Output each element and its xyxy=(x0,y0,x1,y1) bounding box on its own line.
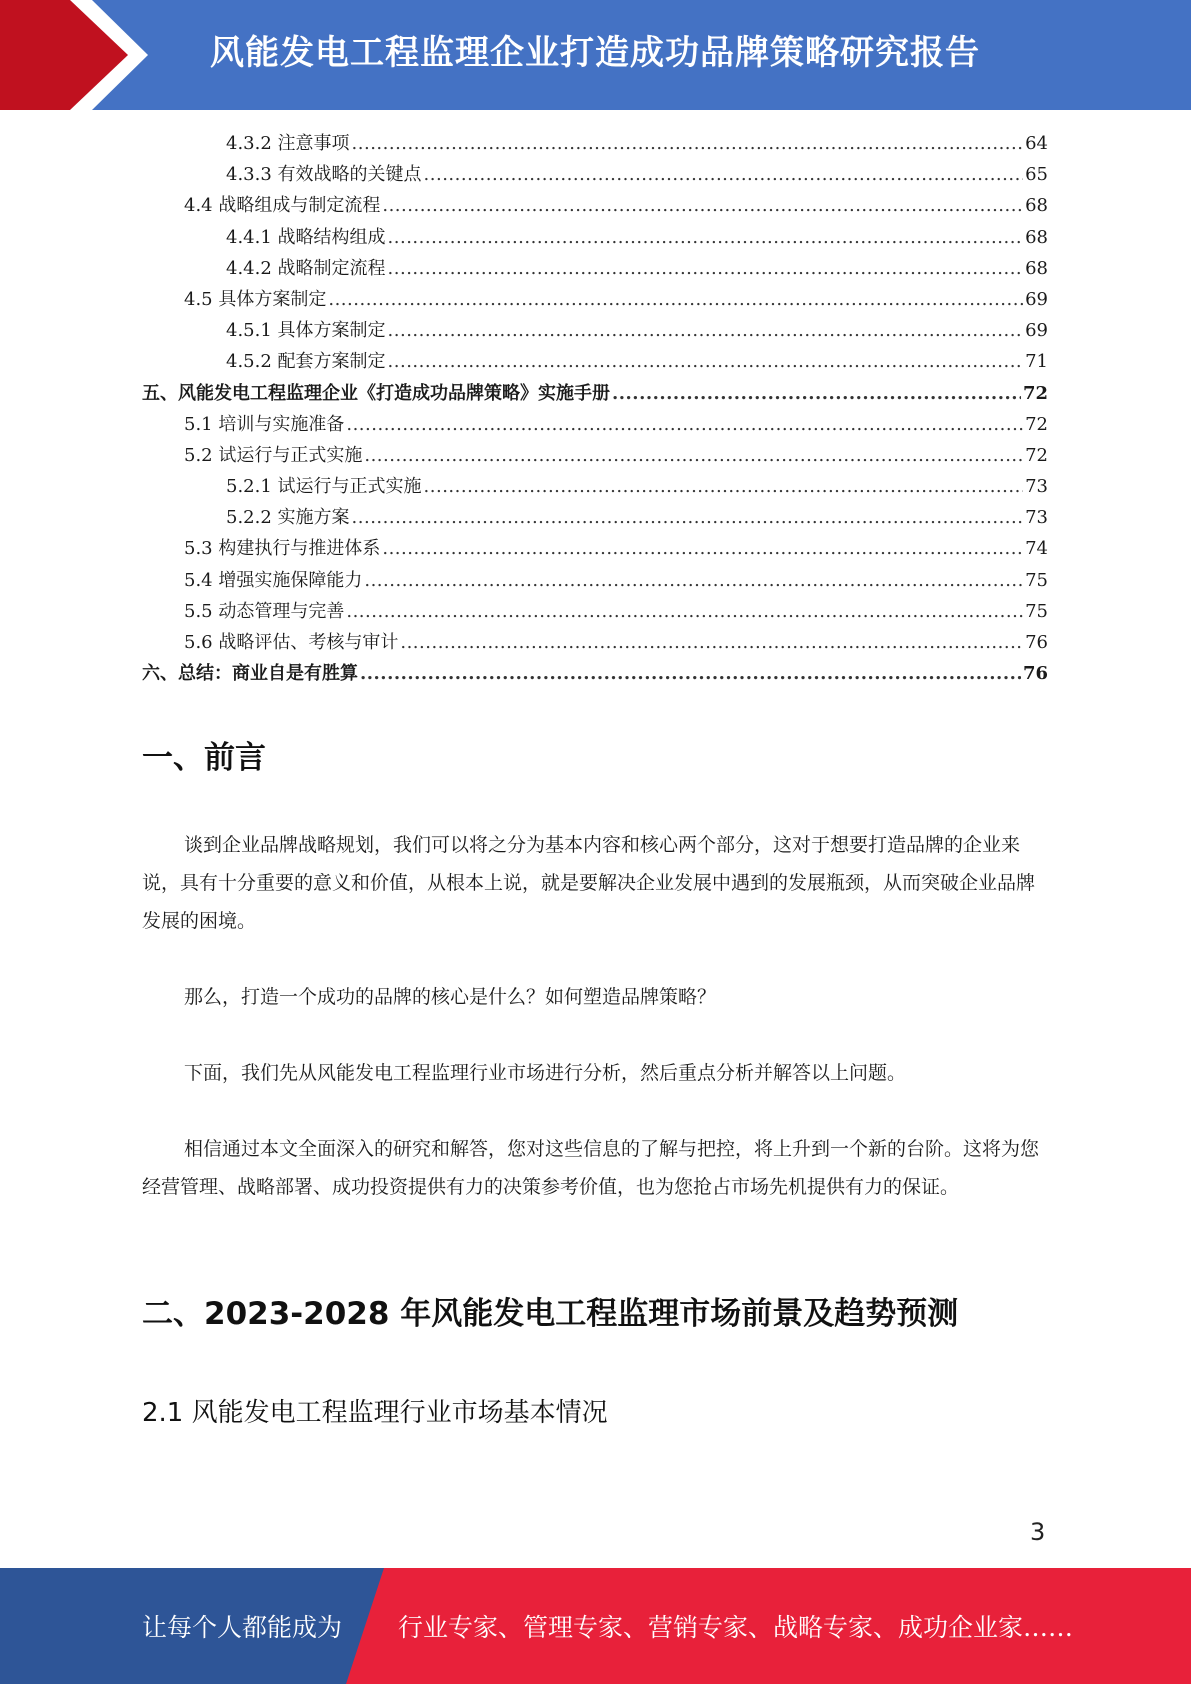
toc-entry[interactable] xyxy=(142,627,1048,658)
toc-dot-leader xyxy=(364,565,1023,596)
toc-entry[interactable] xyxy=(142,658,1048,689)
toc-entry-page-number: 71 xyxy=(1025,351,1048,373)
toc-entry[interactable] xyxy=(142,128,1048,159)
page-number: 3 xyxy=(1030,1518,1046,1546)
toc-entry[interactable] xyxy=(142,565,1048,596)
toc-entry-title: 4.3.3 有效战略的关键点 xyxy=(226,164,422,186)
section-heading-market-outlook: 二、2023-2028 年风能发电工程监理市场前景及趋势预测 xyxy=(142,1296,959,1332)
toc-entry[interactable] xyxy=(142,346,1048,377)
toc-entry-title: 五、风能发电工程监理企业《打造成功品牌策略》实施手册 xyxy=(142,382,610,404)
toc-entry[interactable] xyxy=(142,440,1048,471)
toc-entry-title: 4.3.2 注意事项 xyxy=(226,133,350,154)
toc-dot-leader xyxy=(382,190,1023,221)
toc-entry-page-number: 72 xyxy=(1025,413,1048,435)
toc-entry-page-number: 73 xyxy=(1025,476,1048,498)
toc-entry-page-number: 68 xyxy=(1025,226,1048,248)
toc-dot-leader xyxy=(382,533,1023,564)
header-chevron-decoration xyxy=(0,0,160,110)
toc-entry-page-number: 65 xyxy=(1025,164,1048,186)
toc-entry-title: 5.3 构建执行与推进体系 xyxy=(184,538,381,560)
toc-entry-page-number: 64 xyxy=(1025,133,1048,154)
toc-entry[interactable] xyxy=(142,159,1048,190)
toc-dot-leader xyxy=(388,222,1024,253)
toc-entry[interactable] xyxy=(142,502,1048,533)
toc-entry-title: 4.5.1 具体方案制定 xyxy=(226,320,386,342)
toc-dot-leader xyxy=(352,502,1024,533)
preface-paragraph-2: 那么，打造一个成功的品牌的核心是什么？如何塑造品牌策略？ xyxy=(184,986,717,1008)
toc-dot-leader xyxy=(346,596,1023,627)
report-title: 风能发电工程监理企业打造成功品牌策略研究报告 xyxy=(210,33,980,73)
toc-entry[interactable] xyxy=(142,471,1048,502)
toc-entry-page-number: 73 xyxy=(1025,507,1048,529)
toc-dot-leader xyxy=(388,253,1024,284)
toc-entry-title: 5.5 动态管理与完善 xyxy=(184,600,345,622)
toc-entry-title: 4.4.1 战略结构组成 xyxy=(226,226,386,248)
toc-entry[interactable] xyxy=(142,315,1048,346)
page-footer xyxy=(0,1568,1191,1684)
toc-entry-page-number: 68 xyxy=(1025,257,1048,279)
toc-dot-leader xyxy=(364,440,1023,471)
toc-entry-title: 5.2.1 试运行与正式实施 xyxy=(226,476,422,498)
toc-dot-leader xyxy=(346,409,1023,440)
toc-entry[interactable] xyxy=(142,253,1048,284)
toc-entry-page-number: 69 xyxy=(1025,320,1048,342)
toc-entry-page-number: 69 xyxy=(1025,288,1048,310)
toc-entry[interactable] xyxy=(142,533,1048,564)
toc-entry-title: 5.6 战略评估、考核与审计 xyxy=(184,632,399,653)
toc-dot-leader xyxy=(400,627,1023,658)
toc-entry-title: 5.2 试运行与正式实施 xyxy=(184,444,363,466)
toc-entry[interactable] xyxy=(142,596,1048,627)
subsection-heading-2-1: 2.1 风能发电工程监理行业市场基本情况 xyxy=(142,1398,608,1428)
section-heading-preface: 一、前言 xyxy=(142,740,266,776)
toc-entry-title: 4.4.2 战略制定流程 xyxy=(226,257,386,279)
toc-dot-leader xyxy=(424,471,1024,502)
preface-paragraph-3: 下面，我们先从风能发电工程监理行业市场进行分析，然后重点分析并解答以上问题。 xyxy=(184,1062,907,1084)
toc-entry-title: 4.4 战略组成与制定流程 xyxy=(184,195,381,217)
toc-entry[interactable] xyxy=(142,190,1048,221)
toc-entry-page-number: 76 xyxy=(1025,632,1048,653)
toc-dot-leader xyxy=(328,284,1023,315)
toc-dot-leader xyxy=(360,658,1021,689)
footer-slogan-left: 让每个人都能成为 xyxy=(142,1613,343,1642)
toc-entry-title: 4.5.2 配套方案制定 xyxy=(226,351,386,373)
toc-entry-title: 5.4 增强实施保障能力 xyxy=(184,569,363,591)
toc-entry-page-number: 75 xyxy=(1025,569,1048,591)
toc-dot-leader xyxy=(612,378,1021,409)
table-of-contents xyxy=(142,128,1048,689)
toc-entry-page-number: 72 xyxy=(1025,444,1048,466)
toc-entry-page-number: 75 xyxy=(1025,600,1048,622)
page-header xyxy=(0,0,1191,110)
toc-dot-leader xyxy=(352,128,1024,159)
toc-entry[interactable] xyxy=(142,378,1048,409)
toc-entry[interactable] xyxy=(142,284,1048,315)
preface-paragraph-1: 谈到企业品牌战略规划，我们可以将之分为基本内容和核心两个部分，这对于想要打造品牌的企业来说，具有十分重要的意义和价值，从根本上说，就是要解决企业发展中遇到的发展瓶颈，从而突破企业品牌发展的困境。 xyxy=(142,834,1036,932)
toc-entry[interactable] xyxy=(142,409,1048,440)
toc-entry-title: 5.1 培训与实施准备 xyxy=(184,413,345,435)
toc-entry-title: 六、总结：商业自是有胜算 xyxy=(142,663,358,685)
toc-dot-leader xyxy=(388,346,1024,377)
toc-entry-title: 5.2.2 实施方案 xyxy=(226,507,350,529)
toc-entry[interactable] xyxy=(142,222,1048,253)
toc-dot-leader xyxy=(388,315,1024,346)
footer-slogan-right: 行业专家、管理专家、营销专家、战略专家、成功企业家…… xyxy=(398,1613,1074,1642)
toc-entry-page-number: 76 xyxy=(1022,663,1048,685)
toc-entry-page-number: 72 xyxy=(1022,382,1048,404)
toc-dot-leader xyxy=(424,159,1024,190)
preface-paragraph-4: 相信通过本文全面深入的研究和解答，您对这些信息的了解与把控，将上升到一个新的台阶。这将为您经营管理、战略部署、成功投资提供有力的决策参考价值，也为您抢占市场先机提供有力的保证。 xyxy=(142,1138,1040,1198)
toc-entry-page-number: 68 xyxy=(1025,195,1048,217)
toc-entry-page-number: 74 xyxy=(1025,538,1048,560)
toc-entry-title: 4.5 具体方案制定 xyxy=(184,288,327,310)
